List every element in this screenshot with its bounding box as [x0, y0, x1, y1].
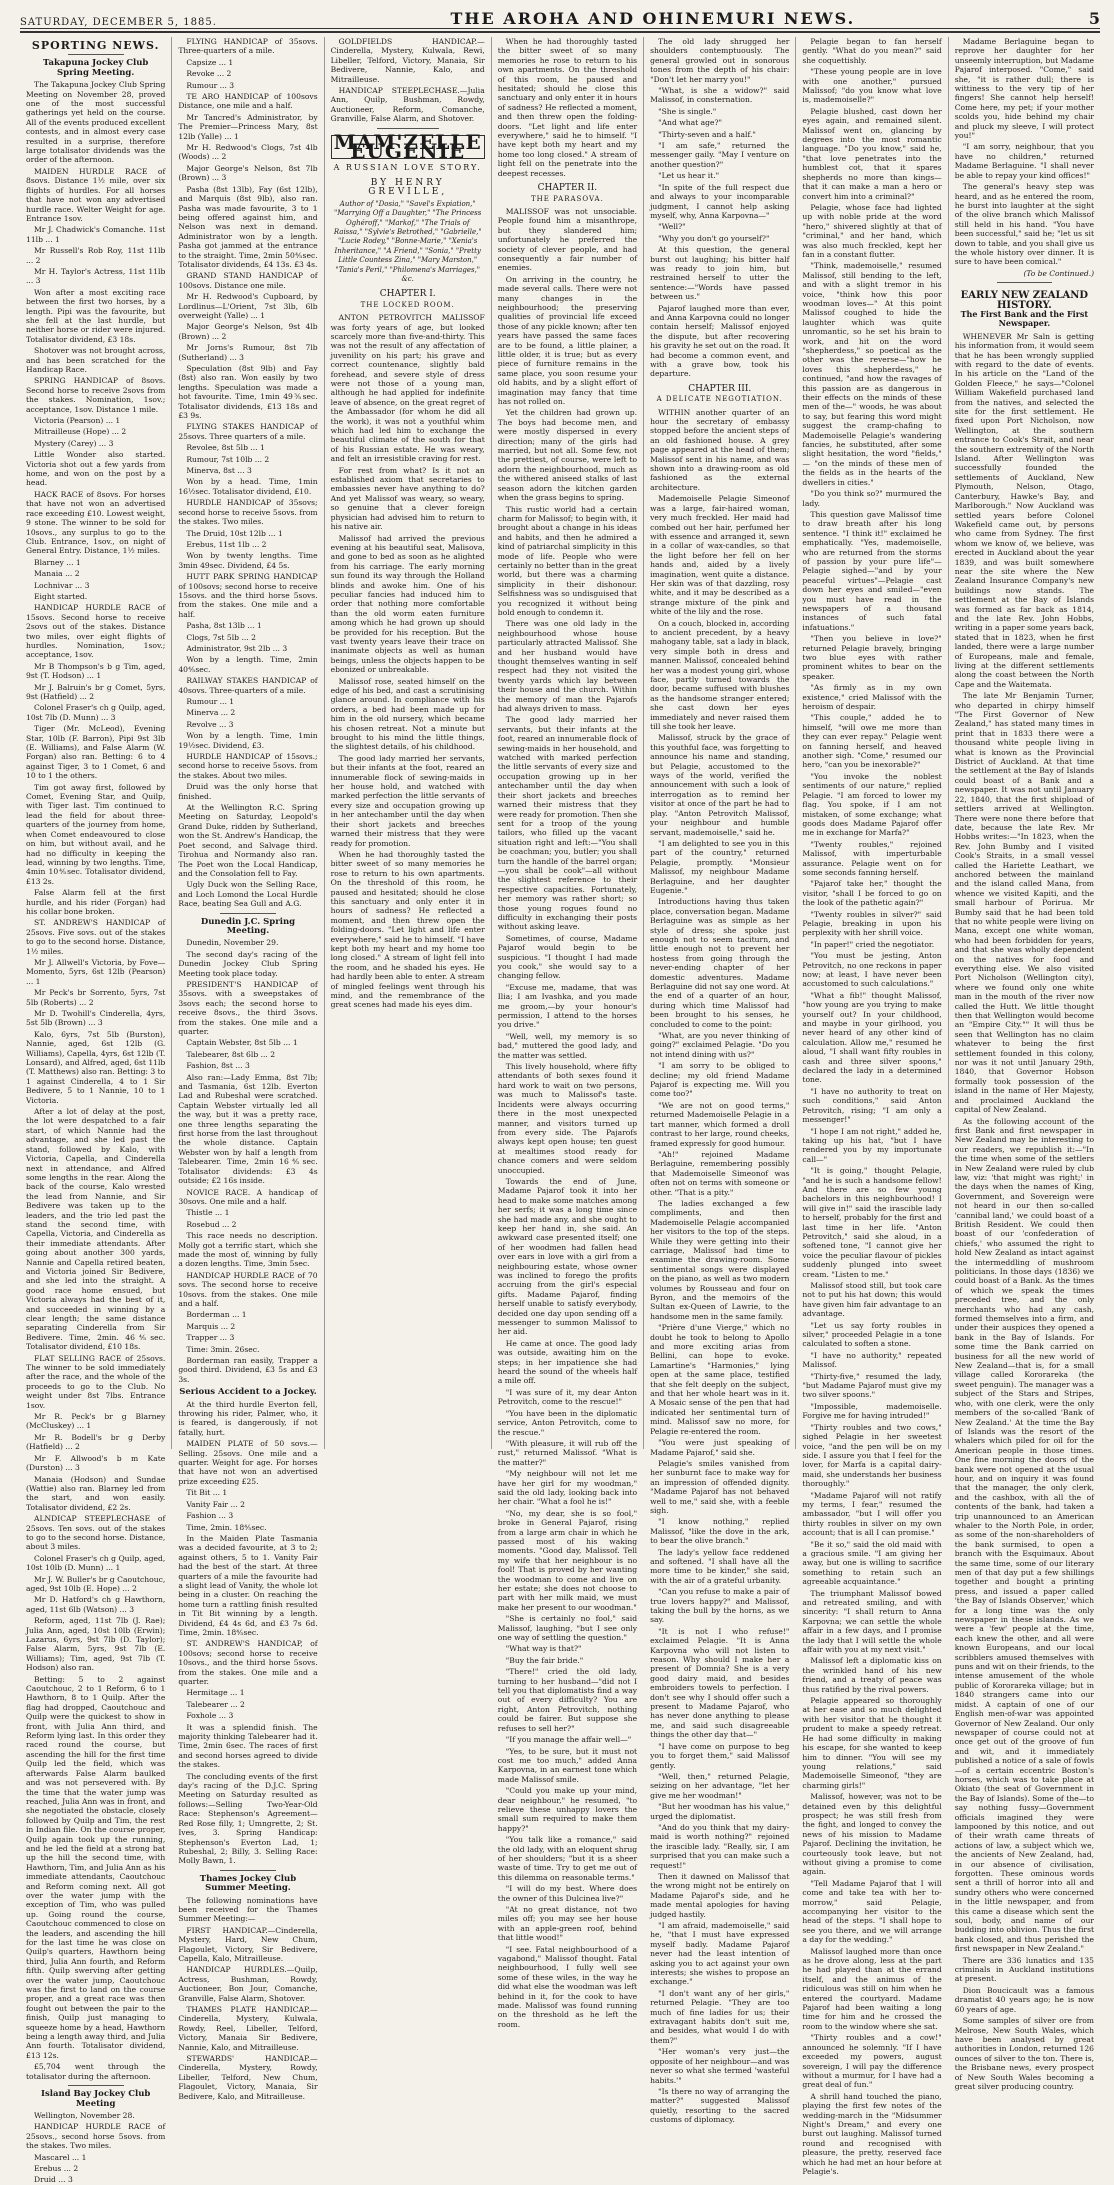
paragraph: Rumour, 7st 10lb ... 2: [186, 454, 270, 464]
paragraph: This lively household, where fifty attendants of both sexes found it hard work to wait on two persons, was much to Malissof's taste. Incidents were always occurring there in the most unexpected manner, and visitors turned up from every side. The Pajarofs always kept open house; ten guest at mealtimes stood ready for chance comers and were seldom unoccupied.: [497, 1062, 638, 1175]
paragraph: The second day's racing of the Dunedin Jockey Club Spring Meeting took place today.: [178, 949, 318, 978]
paragraph: "And what age?": [658, 118, 723, 128]
paragraph: "I don't want any of her girls," returned Pelagie. "They are too much of fine ladies for us; their extravagant habits don't suit me, and besides, what would I do with them?": [650, 1988, 790, 2045]
paragraph: Druid ... 3: [34, 2175, 73, 2185]
chapter-1-body: [331, 313, 485, 1010]
paragraph: SPRING HANDICAP of 8sovs. Second horse to receive 2sovs from the stakes. Nomination, 1sov.; acceptance, 1sov. Distance 1 mile.: [26, 376, 166, 414]
paragraph: Manaia (Hodson) and Sundae (Wattie) also ran. Blarney led from the start, and won easily. Totalisator dividend, £2 2s.: [26, 1474, 166, 1512]
paragraph: "We are not on good terms," returned Mademoiselle Pelagie in a tart manner, which formed a droll contrast to her large, round cheeks, framed expressly for good humour.: [650, 1100, 790, 1148]
chapter-1-end: [498, 37, 637, 178]
paragraph: "There!" cried the old lady, turning to her husband—"did not I tell you that diplomatists find a way out of every difficulty? You are right, Anton Petrovitch, nothing could be fairer. But suppose she refuses to sell her?": [497, 1667, 638, 1733]
column-6: [796, 37, 948, 2176]
paragraph: Malissof, struck by the grace of this youthful face, was forgetting to announce his name and standing, but Pelagie, accustomed to the ways of the world, verified the announcement with such a look of interrogation as to remind her visitor at once of the part he had to play. "Anton Petrovitch Malissof, your neighbour and humble servant, mademoiselle," said he.: [650, 733, 790, 837]
paragraph: He came at once. The good lady was outside, awaiting him on the steps; in her impatience she had heard the sound of the wheels half a mile off.: [497, 1338, 638, 1386]
paragraph: "You talk like a romance," said the old lady, with an eloquent shrug of her shoulders; "but it is a sheer waste of time. Try to get me out of this dilemma on reasonable terms.": [497, 1835, 638, 1882]
paragraph: The late Mr Benjamin Turner, who departed in chirpy himself "The First Governor of New Zealand," has stated many times in print that in 1833 there were a thousand white people living in what is known as the Provincial District of Auckland. At that time the settlement at the Bay of Islands could boast of a Bank and a newspaper. It was not until January 22, 1840, that the first shipload of settlers arrived at Wellington. There were none there before that date, because the late Rev. Mr Hobbs writes:—"In 1823, when the Rev. John Bumby and I visited Cook's Straits, in a small vessel called the Hariette Leathart, we anchored between the mainland and the island called Mana, from whence we visited Kapiti, and the small harbour of Porirua. Mr Bumby said that he had been told that no white people were living on Mana, except one white woman, who had been forbidden for years, and that she was wholly dependent on the natives for food and everything else. We also visited Port Nicholson (Wellington city), where we found only one white man in the mouth of the river now called the Hutt. We little thought then that Wellington would become an "Empire City."" It will thus be seen that Wellington has no claim whatever to being the first settlement founded in this colony, nor was it not until January 29th, 1840, that Governor Hobson formally took possession of the island in the name of Her Majesty, and proclaimed Auckland the capital of New Zealand.: [954, 691, 1095, 1115]
paragraph: Time, 2min. 18⅘sec.: [186, 1522, 267, 1532]
paragraph: This question gave Malissof time to draw breath after his long sentence. "I think it!" exclaimed he emphatically. "Yes, mademoiselle, who are returned from the storms of passion by your pure life"—Pelagie sighed—"and by your peaceful virtues"—Pelagie cast down her eyes and smiled—"even you must have read in the newspapers of a thousand instances of such fatal infatuations.": [802, 509, 942, 632]
paragraph: "As firmly as in my own existence," cried Malissof with the heroism of despair.: [802, 683, 942, 712]
paragraph: Sometimes, of course, Madame Pajarof would begin to be suspicious. "I thought I had made you cook," she would say to a changing fellow.: [497, 933, 638, 981]
paragraph: Malissof, however, was not to be detained even by this delightful prospect; he was still fresh from the fight, and longed to convey the news of his mission to Madame Pajarof. Declining the invitation, he courteously took leave, but not without giving a promise to come again.: [802, 1792, 942, 1877]
paragraph: Some samples of silver ore from Melrose, New South Wales, which have been analysed by great authorities in London, returned 126 ounces of silver to the ton. There is, the Brisbane news, every prospect of New South Wales becoming a great silver producing country.: [954, 2016, 1095, 2091]
paragraph: Mr J. W. Buller's br g Caoutchouc, aged, 9st 10lb (E. Hope) ... 2: [26, 1574, 166, 1593]
paragraph: Major George's Nelson, 8st 7lb (Brown) ... 3: [178, 163, 318, 183]
paragraph: After a lot of delay at the post, the lot were despatched to a fair start, of which Nannie had the advantage, and she led past the stand, followed by Kalo, with Victoria, Capella, and Cinderella next in attendance, and Alfred some lengths in the rear. Along the back of the course, Kalo wrested the lead from Nannie, and Sir Bedivere was taken up to the leaders, and the trio led past the stand the second time, with Capella, Victoria, and Cinderella as their immediate attendants. After going about another 300 yards, Nannie and Capella retired beaten, and Victoria joined Sir Bedivere, and she led into the straight. A good race home ensued, but Victoria always had the best of it, and succeeded in winning by a clear length; the same distance separating Cinderella from Sir Bedivere. Time, 2min. 46⅘sec. Totalisator dividend, £10 18s.: [26, 1107, 166, 1352]
paragraph: Pelagie appeared so thoroughly at her ease and so much delighted with her visitor that he thought it prudent to make a speedy retreat. He had some difficulty in making his escape, for she wanted to keep him to dinner. "You will see my young relations," said Mademoiselle Simeonof, "they are charming girls!": [802, 1696, 942, 1790]
paragraph: "I was sure of it, my dear Anton Petrovitch, come to the rescue!": [497, 1387, 638, 1407]
paragraph: A shrill hand touched the piano, playing the first few notes of the wedding-march in the "Midsummer Night's Dream," and every one burst out laughing. Malissof turned round and recognised with pleasure, the pretty, reserved face which he had met an hour before at Pelagie's.: [802, 2091, 942, 2176]
paragraph: Tiger (Mr. McLeod), Evening Star, 10lb (F. Barron), Pipi 9st 3lb (E. Williams), and False Alarm (W. Forgan) also ran. Betting: 6 to 4 against Tiger, 3 to 1 Comet, 6 and 10 to 1 the others.: [26, 724, 166, 781]
paragraph: "She is single.": [658, 106, 717, 116]
paragraph: "You have been in the diplomatic service, Anton Petrovitch, come to the rescue.": [497, 1408, 638, 1437]
paragraph: Colonel Fraser's ch g Quilp, aged, 10st 7lb (D. Munn) ... 3: [26, 703, 166, 722]
paragraph: "Buy the fair bride.": [505, 1655, 584, 1665]
paragraph: "It is not I who refuse!" exclaimed Pelagie. "It is Anna Karpovna who will not listen to reason. Why should I make her a present of Domnia? She is a very good dairy maid, and besides embroiders towels to perfection. I don't see why I should offer such a present to Madame Pajarof, who has never done anything to please me, and said such disagreeable things the other day that—": [650, 1626, 790, 1740]
paragraph: Dunedin, November 29.: [186, 938, 279, 948]
paragraph: Time: 3min. 26sec.: [186, 1344, 260, 1354]
paragraph: "Pajarof take her," thought the visitor, "shall I be forced to go on the look of the pathetic again?": [802, 879, 942, 908]
paragraph: "Can you refuse to make a pair of true lovers happy?" and Malissof, taking the bull by the horns, as we say.: [650, 1587, 790, 1625]
columns: [20, 37, 1100, 2185]
paragraph: The Takapuna Jockey Club Spring Meeting on November 28, proved one of the most successful gatherings yet held on the course. All of the events produced excellent contests, and in almost every case resulted in a surprise, therefore large totalisator dividends was the order of the afternoon.: [26, 80, 166, 165]
chapter-1-heading: CHAPTER I.: [379, 289, 436, 300]
hutt-park-results: [178, 37, 317, 909]
island-bay-heading: Island Bay Jockey Club Meeting: [40, 2089, 151, 2109]
paragraph: The old lady shrugged her shoulders contemptuously. The general growled out in sonorous tones from the depth of his chair: "Don't let her marry you!": [650, 37, 790, 84]
paragraph: ALNDICAP STEEPLECHASE of 25sovs. Ten sovs. out of the stakes to go to the second horse. Distance, about 3 miles.: [26, 1514, 166, 1552]
paragraph: "Impossible, mademoiselle. Forgive me for having intruded!": [802, 1401, 942, 1421]
paragraph: "I am sorry to be obliged to decline; my old friend Madame Pajarof is expecting me. Will you come too?": [650, 1061, 790, 1099]
paragraph: Mascarel ... 1: [34, 2152, 87, 2162]
paragraph: Foxhole ... 3: [186, 1711, 234, 1721]
paragraph: Malissof stood still, but took care not to put his hat down; this would have given him fair advantage to an advantage.: [802, 1281, 942, 1319]
paragraph: "I am delighted to see you in this part of the country," returned Pelagie, promptly. "Monsieur Malissof, my neighbour Madame Berlaguine, and her daughter Eugenie.": [650, 838, 790, 895]
paragraph: Marquis ... 2: [186, 1321, 236, 1331]
history-subheading: The First Bank and the First Newspaper.: [960, 308, 1089, 329]
paragraph: Mr H. Redwood's Cupboard, by Lordlinus—L'Orient, 7st 3lb, 6lb overweight (Yalle) ... 1: [178, 292, 318, 320]
issue-date: SATURDAY, DECEMBER 5, 1885.: [20, 17, 217, 28]
paragraph: Mr D. Twohill's Cinderella, 4yrs, 5st 5lb (Brown) ... 3: [26, 1009, 166, 1028]
masthead: [20, 6, 1100, 29]
chapter-2-body: [498, 207, 637, 2029]
paragraph: When he had thoroughly tasted the bitter sweet of so many memories he rose to return to his own apartments. On the threshold of this room, he paused and hesitated; should he close this sanctuary and only enter it in hours of sadness? He reflected a moment, and then threw open the folding-doors. "Let light and life enter everywhere," said he to himself. "I have kept both my heart and my home too long closed." A stream of light fell into the room, and he shaded his eyes. He had hardly been able to enter. A stream of mingled feelings went through his mind, and the remembrance of the great scenes had made his eyes dim.: [330, 849, 485, 1010]
paragraph: Tit Bit ... 1: [186, 1488, 228, 1498]
paragraph: "And do you think that my dairy-maid is worth nothing?" rejoined the irascible lady. "Really, sir, I am surprised that you can make such a request!": [650, 1822, 790, 1870]
paragraph: Won by a head. Time, 1min 16½sec. Totalisator dividend, £10.: [178, 477, 318, 496]
paragraph: MALISSOF was not unsociable. People found him a misanthrope, but they slandered him; unfortunately he preferred the society of clever people, and had consequently a fair number of enemies.: [497, 206, 638, 273]
paragraph: Fashion, 8st ... 3: [186, 1061, 250, 1071]
paragraph: WITHIN another quarter of an hour the secretary of embassy stopped before the ancient steps of an old fashioned house. A grey page appeared at the head of them; Malissof sent in his name, and was shown into a drawing-room as old fashioned as the external architecture.: [650, 407, 790, 492]
paragraph: Shotover was not brought across, and has been scratched for the Handicap Race.: [26, 346, 166, 374]
paragraph: GRAND STAND HANDICAP of 100sovs. Distance one mile.: [178, 271, 318, 290]
paragraph: Talebearer ... 2: [186, 1699, 245, 1709]
paragraph: The concluding events of the first day's racing of the D.J.C. Spring Meeting on Saturday resulted as follows:—Selling Two-Year-Old Race: Stephenson's Agreement—Red Rose filly, 1; Umngrette, 2; St. Ives, 3. Spring Handicap: Stephenson's Everton Lad, 1; Rubeshal, 2; Billy, 3. Selling Race: Molly Bawn, 1.: [178, 1771, 318, 1866]
paragraph: "These young people are in love with one another," pursued Malissof; "do you know what love is, mademoiselle?": [802, 67, 942, 105]
paragraph: Pelagie's smiles vanished from her sunburnt face to make way for an impression of offended dignity. "Madame Pajarof has not behaved well to me," said she, with a feeble sigh.: [650, 1458, 790, 1515]
paragraph: Betting: 5 to 2 against Caoutchouc, 2 to 1 Reform, 6 to 1 Hawthorn, 8 to 1 Quilp. After the flag had dropped, Caoutchouc and Quilp were the quickest to show in front, with Julia Ann third, and Reform lying last. In this order they raced round the course, but ascending the hill for the first time Quilp led the field, which was afterwards False Alarm baulked and was not persevered with. By the time that the water jump was reached, Julia Ann was in front, and she negotiated the obstacle, closely followed by Quilp and Tim, the rest in Indian file. On the course proper, Quilp again took up the running, and he led the field at a strong bat up the hill the second time, with Hawthorn, Tim, and Julia Ann as his immediate attendants, Caoutchouc and Reform coming next. All got over the water jump with the exception of Tim, who was pulled up. Going round the course, Caoutchouc commenced to close on the leaders, and ascending the hill for the last time he was close on Quilp's quarters, Hawthorn being third, Julia Ann fourth, and Reform fifth. Quilp swerving after getting over the water jump, Caoutchouc was the first to land on the course proper, and a great race was then fought out between the pair to the finish, Quilp just managing to squeeze home by a head, Hawthorn being a length away third, and Julia Ann fourth. Totalisator dividend, £13 12s.: [26, 1674, 166, 2060]
paragraph: Lochnivar ... 3: [34, 580, 90, 590]
paragraph: Won by a length. Time, 1min 19½sec. Dividend, £3.: [178, 731, 318, 750]
paragraph: "Think, mademoiselle," resumed Malissof, still bending to the left, and with a slight tremor in his voice, "think how this poor woodman loves—" At this point Malissof coughed to hide the laughter which was quite unromantic, so he set his brain to work, and hit on the word "shepherdess," so poetical as the other was the reverse—"how he loves this shepherdess," he continued, "and how the ravages of this passion are as dangerous in their effects on the minds of these men of the—" woods, he was about to say, but fearing this word might suggest the cramp-chafing to Mademoiselle Pelagie's wandering fancies, he substituted, after some slight hesitation, the word "fields," — "on the minds of these men of the fields as in the hearts of the dwellers in cities.": [802, 261, 942, 487]
chapter-3-subtitle: A DELICATE NEGOTIATION.: [656, 395, 783, 404]
paragraph: Pelagie blushed, cast down her eyes again, and remained silent. Malissof went on, glancing by degrees into the most romantic language. "Do you know," said he, "that love penetrates into the humblest cot, that it spares shepherds no more than kings—that it can make a man a hero or convert him into a criminal?": [802, 106, 942, 201]
paragraph: Eight started.: [34, 591, 88, 601]
paragraph: "Twenty roubles in silver?" said Pelagie, breaking in upon his perplexity with her shrill voice.: [802, 909, 942, 938]
paragraph: Pasha, 8st 13lb ... 1: [186, 621, 262, 631]
paragraph: Mystery (Carey) ... 3: [34, 438, 114, 448]
paragraph: "Madame Pajarof will not ratify my terms, I fear," resumed the ambassador, "but I will offer you thirty roubles in silver on my own account; that is all I can promise.": [802, 1490, 942, 1538]
paragraph: "Well?": [658, 222, 686, 232]
column-4: [492, 37, 644, 2029]
author-note: Author of "Dosia," "Savel's Expiation," "Marrying Off a Daughter," "The Princess Oghéroff," "Markof," "The Trials of Raissa," "Sylvie's Betrothed," "Gabrielle," "Lucie Rodey," "Bonne-Marie," "Xenia's Inheritance," "A Friend," "Sonia," "Pretty Little Countess Zina," "Mary Marston," "Tania's Peril," "Philomena's Marriages," &c.: [333, 199, 482, 283]
paragraph: Colonel Fraser's ch g Quilp, aged, 10st 10lb (D. Munn) ... 1: [26, 1553, 166, 1573]
paragraph: "Twenty roubles," rejoined Malissof, with imperturbable assurance. Pelagie went on for some seconds fanning herself.: [802, 839, 942, 877]
paragraph: "Is there no way of arranging the matter?" suggested Malissof quietly, resorting to the sacred customs of diplomacy.: [650, 2086, 790, 2125]
paragraph: "You were just speaking of Madame Pajarof," said she.: [650, 1438, 790, 1457]
divider: [220, 1870, 276, 1871]
paragraph: False Alarm fell at the first hurdle, and his rider (Forgan) had his collar bone broken.: [26, 888, 166, 916]
paragraph: "Let us hear it.": [658, 171, 720, 181]
paragraph: Malissof had arrived the previous evening at his beautiful seat, Malisova, and gone to bed as soon as he alighted from his carriage. The early morning sun found its way through the Holland blinds and awoke him. One of his peculiar fancies had induced him to order that nothing more comfortable than the old worm eaten furniture among which he had grown up should be provided for his reception. But the vast twenty years leave their trace on inanimate objects as well as human beings, unless the objects happen to be ebonized or unbreakable.: [330, 533, 485, 675]
divider: [68, 54, 124, 55]
paragraph: At the third hurdle Everton fell, throwing his rider, Palmer, who, it is feared, is dangerously, if not fatally, hurt.: [178, 1399, 318, 1437]
paragraph: HANDICAP HURDLES.—Quilp, Actress, Bushman, Rowdy, Auctioneer, Bon Jour, Comanche, Granville, False Alarm, Shotover.: [178, 1965, 318, 2003]
paragraph: Won after a most exciting race between the first two horses, by a length. Pipi was the favourite, but she fell at the last hurdle, but neither horse or rider were injured. Totalisator dividend, £3 18s.: [26, 287, 166, 344]
paragraph: MAIDEN PLATE of 50 sovs.—Selling. 25sovs. One mile and a quarter. Weight for age. For horses that have not won an advertised prize exceeding £25.: [178, 1439, 318, 1486]
accident-heading: Serious Accident to a Jockey.: [179, 1387, 317, 1398]
paragraph: "Tell Madame Pajarof that I will come and take tea with her to-morrow," said Pelagie, accompanying her visitor to the head of the steps. "I shall hope to see you there, and we will arrange a day for the wedding.": [802, 1878, 942, 1945]
paragraph: HANDICAP HURDLE RACE of 25sovs., second horse 5sovs. from the stakes. Two miles.: [26, 2122, 166, 2151]
paragraph: "I have no authority to treat on such conditions," said Anton Petrovitch, rising; "I am only a messenger!": [802, 1086, 942, 1125]
paragraph: On a couch, blocked in, according to ancient precedent, by a heavy mahogany table, sat a lady in black, very simple both in dress and manner. Malissof, concealed behind her was a modest young girl, whose face, partly turned towards the door, became suffused with blushes as the handsome stranger entered; she cast down her eyes immediately and never raised them till she took her leave.: [650, 618, 790, 732]
paragraph: RAILWAY STAKES HANDICAP of 40sovs. Three-quarters of a mile.: [178, 676, 318, 695]
paragraph: Pajarof laughed more than ever, and Anna Karpovna could no longer contain herself; Malissof enjoyed the dispute, but after recovering his gravity he set out on the road. It had become a common event, and with a grave bow, took his departure.: [650, 303, 790, 379]
paragraph: "I hope I am not right," added he, taking up his hat, "but I have rendered you by my importunate call—": [802, 1126, 942, 1164]
paragraph: WHENEVER Mr Saln is getting his information from, it would seem that he has been wrongly supplied with regard to the date of events. In his article on the "Land of the Golden Fleece," he says—"Colonel William Wakefield purchased land from the natives, and selected the site for the first settlement. He fixed upon Port Nicholson, now Wellington, at the southern entrance to Cook's Strait, and near the southern extremity of the North Island. After Wellington was successfully founded the settlements of Auckland, New Plymouth, Nelson, Otago, Canterbury, Hawke's Bay, and Marlborough." Now Auckland was settled years before Colonel Wakefield came out, by persons who came from Sydney. The first whom we know of, we believe, was erected in Auckland about the year 1839, and was built somewhere near the site where the New Zealand Insurance Company's new buildings now stands. The settlement at the Bay of Islands was formed as far back as 1814, and the late Rev. John Hobbs, writing in a paper some years back, stated that in 1823, when he first landed, there were a large number of Europeans, male and female, living at the different settlements along the coast between the North Cape and the Waitemata.: [954, 331, 1095, 689]
paragraph: "Ah!" rejoined Madame Berlaguine, remembering possibly that Mademoiselle Simeonof was often not on terms with someone or other. "That is a pity.": [650, 1149, 790, 1197]
dunedin-body: [178, 938, 317, 1384]
paragraph: "Do you think so?" murmured the lady.: [802, 489, 942, 508]
paragraph: Trapper ... 3: [186, 1333, 235, 1343]
paragraph: "What, are you never thinking of going?" exclaimed Pelagie. "Do you not intend dining with us?": [650, 1031, 790, 1059]
paragraph: Talebearer, 8st 6lb ... 2: [186, 1049, 276, 1059]
paragraph: FLAT SELLING RACE of 25sovs. The winner to be sold immediately after the race, and the whole of the proceeds to go to the Club. No weight under 8st 7lbs. Entrance 1sov.: [26, 1353, 166, 1410]
paragraph: £5,704 went through the totalisator during the afternoon.: [26, 2062, 166, 2081]
paragraph: "At no great distance, not two miles off; you may see her house with an apple-green roof, behind that little wood!": [497, 1905, 638, 1943]
paragraph: "I am afraid, mademoiselle," said he, "that I must have expressed myself badly. Madame Pajarof never had the least intention of asking you to act against your own interests; she wishes to propose an exchange.": [650, 1921, 790, 1987]
paragraph: Clogs, 7st 5lb ... 2: [186, 632, 256, 642]
paragraph: ST. ANDREW'S HANDICAP of 25sovs. Five sovs. out of the stakes to go to the second horse. Distance, 1½ miles.: [26, 918, 166, 956]
paragraph: The good lady married her servants, but their infants at the foot, reared an innumerable flock of sewing-maids in her house hold, and watched with marked perfection the little servants of every size and occupation growing up in her antechamber until the day when their short jackets and breeches warned their mistress that they were ready for promotion.: [330, 753, 485, 848]
paragraph: HANDICAP HURDLE RACE of 70 sovs. The second horse to receive 10sovs. from the stakes. One mile and a half.: [178, 1270, 318, 1308]
paragraph: Mr Jorns's Rumour, 8st 7lb (Sutherland) ... 3: [178, 343, 318, 362]
paragraph: Thistle ... 1: [186, 1208, 230, 1218]
paragraph: Malissof laughed more than once as he drove along, less at the part he had played than at the errand itself, and the animus of the ridiculous was still on him when he entered the courtyard. Madame Pajarof had been waiting a long time for him and he crossed the room to the window where she sat.: [802, 1946, 942, 2031]
chapter-3-cont: [802, 37, 941, 2176]
paragraph: "I am safe," returned the messenger gaily. "May I venture on another question?": [650, 141, 790, 169]
paragraph: At this question, the general burst out laughing; his bitter half was ready to join him, but restrained herself to utter the sentence:—"Words have passed between us.": [650, 245, 790, 302]
paragraph: For rest from what? Is it not an established axiom that secretaries to embassies never have anything to do? And yet Malissof was weary, so weary, so genuine that a clever foreign physician had advised him to return to his native air.: [330, 465, 485, 532]
paragraph: Mr D. Hatford's ch g Hawthorn, aged, 11st 6lb (Watson) ... 3: [26, 1595, 166, 1614]
paragraph: Mr J. Balruin's br g Comet, 5yrs, 9st (Hatfield) ... 2: [26, 682, 166, 701]
island-bay-body: [26, 2111, 165, 2185]
chapter-2-heading: CHAPTER II.: [537, 183, 598, 194]
paragraph: "You must be jesting, Anton Petrovitch, no one reckons in paper now; at least, I have never been accustomed to such calculations.": [802, 951, 942, 989]
column-3: [325, 37, 492, 1449]
paragraph: Minerva ... 2: [186, 708, 236, 718]
paragraph: TE ARO HANDICAP of 100sovs Distance, one mile and a half.: [178, 92, 318, 111]
paragraph: GOLDFIELDS HANDICAP.—Cinderella, Mystery, Kulwala, Rewi, Libeller, Telford, Victory, Manaia, Sir Bedivere, Nannie, Kalo, and Mitrailleuse.: [330, 37, 485, 84]
paragraph: PRESIDENT'S HANDICAP of 35sovs. with a sweepstakes of 3sovs each; the second horse to receive 8sovs., the third 3sovs. from the stakes. One mile and a quarter.: [178, 979, 318, 1036]
column-5: [644, 37, 796, 2125]
paragraph: Minerva, 8st ... 3: [186, 466, 252, 476]
paragraph: "What, is she a widow?" said Malissof, in consternation.: [650, 86, 790, 105]
paragraph: "Yes, to be sure, but it must not cost me too much," added Anna Karpovna, in an earnest tone which made Malissof smile.: [497, 1746, 638, 1784]
paragraph: Mr R. Peck's br g Blarney (McCluskey) ... 1: [26, 1412, 166, 1431]
paragraph: The following nominations have been received for the Thames Summer Meeting:—: [178, 1895, 318, 1924]
paragraph: FLYING STAKES HANDICAP of 25sovs. Three quarters of a mile.: [178, 422, 318, 441]
paragraph: "Her woman's very just—the opposite of her neighbour—and was never so what she termed 'wasteful habits.'": [650, 2047, 790, 2085]
chapter-3-heading: CHAPTER III.: [688, 383, 752, 394]
dunedin-heading: Dunedin J.C. Spring Meeting.: [200, 916, 296, 936]
paragraph: The ladies exchanged a few compliments, and then Mademoiselle Pelagie accompanied her visitors to the top of the steps. While they were getting into their carriage, Malissof had time to examine the drawing-room. Some sentimental songs were displayed on the piano, as well as two modern volumes by Rousseau and four on Byron, and the memoirs of the Sultan ex-Queen of Lawrie, to the handsome men in the same family.: [650, 1198, 790, 1321]
paragraph: Yet the children had grown up. The boys had become men, and were mostly dispersed in every direction; many of the girls had married, but not all. Some few, not the prettiest, of course, were left to adorn the neighbourhood, much as the withered aniseed stalks of last season adorn the kitchen garden when the grass begins to spring.: [497, 408, 638, 503]
page-number: 5: [1088, 9, 1100, 28]
paragraph: Manaia ... 2: [34, 569, 80, 579]
paragraph: FLYING HANDICAP of 35sovs. Three-quarters of a mile.: [178, 37, 318, 56]
paragraph: Mitrailleuse (Hope) ... 2: [34, 427, 127, 437]
paragraph: Mr Peck's br Sorrento, 5yrs, 7st 5lb (Roberts) ... 2: [26, 988, 166, 1007]
paragraph: Introductions having thus taken place, conversation began. Madame Berlaguine was as simple as her style of dress; she spoke just enough not to seem taciturn, and little enough not to prevent her hostess from going through the never-ending chapter of her domestic adventures. Madame Berlaguine did not say one word. At the end of a quarter of an hour, during which time Malissof had been brought to his senses, he concluded to come to the point:: [650, 897, 790, 1029]
paragraph: Erebus ... 2: [34, 2163, 79, 2173]
paragraph: "What way is that?": [505, 1644, 582, 1654]
paragraph: Also ran:—Lady Emma, 8st 7lb; and Tasmania, 6st 12lb. Everton Lad and Rubeshal were scratched. Captain Webster virtually led all the way, but it was a pretty race, one three lengths separating the first horse from the last throughout the whole distance. Captain Webster won by half a length from Talebearer. Time, 2min 16⅘sec. Totalisator dividends: £3 4s outside; £2 16s inside.: [178, 1072, 318, 1186]
paragraph: The Druid, 10st 12lb ... 1: [186, 528, 283, 538]
paragraph: Mr H. Redwood's Clogs, 7st 4lb (Woods) ... 2: [178, 143, 318, 162]
paragraph: Major George's Nelson, 9st 4lb (Brown) ... 2: [178, 322, 318, 341]
paragraph: Mademoiselle Pelagie Simeonof was a large, fair-haired woman, very much freckled. Her maid had combed out her hair, perfumed her with essence and arranged it, sewn in a collar of wax-candles, so that the light before her fell on her hands and, aided by a lively imagination, went quite a distance. Her skin was of that dazzling, rosy white, and it may be described as a strange mixture of the pink and white of the lily and the rose.: [650, 494, 790, 617]
chapter-2-subtitle: THE PARASOVA.: [531, 194, 604, 203]
nominations-cont: [331, 37, 485, 124]
paragraph: Won by twenty lengths. Time 3min 49sec. Dividend, £4 5s.: [178, 551, 318, 570]
paragraph: Rosebud ... 2: [186, 1219, 237, 1229]
chapter-2-end: [650, 37, 789, 379]
paragraph: Ugly Duck won the Selling Race, and Loch Lomond the Local Hurdle Race, beating Sea Gull and A.G.: [178, 880, 318, 909]
paragraph: Wellington, November 28.: [34, 2110, 135, 2120]
paragraph: This race needs no description. Molly got a terrific start, which she made the most of, winning by fully a dozen lengths. Time, 3min 5sec.: [178, 1231, 318, 1269]
paragraph: In the Maiden Plate Tasmania was a decided favourite, at 3 to 2; against others, 5 to 1. Vanity Fair had the best of the start. At three quarters of a mile the favourite had a slight lead of Vanity, the whole lot being in a cluster. On reaching the home turn a rattling finish resulted in Tit Bit winning by a length. Dividend, £4 4s 6d, and £3 7s 6d. Time, 2min. 18⅘sec.: [178, 1533, 318, 1637]
serial-title: MAM'ZELLE EUGENIE: [331, 135, 485, 160]
history-heading: EARLY NEW ZEALAND HISTORY.: [960, 290, 1089, 311]
paragraph: "Thirty-seven and a half.": [658, 129, 756, 139]
paragraph: "Thirty-five," resumed the lady, "but Madame Pajarof must give my two silver spoons.": [802, 1371, 942, 1400]
paragraph: "Well, then," returned Pelagie, seizing on her advantage, "let her give me her woodman!": [650, 1771, 790, 1800]
paragraph: "Then you believe in love?" returned Pelagie bravely, bringing two blue eyes with rather prominent whites to bear on the speaker.: [802, 634, 942, 681]
chapter-1-subtitle: THE LOCKED ROOM.: [360, 300, 455, 309]
paragraph: Vanity Fair ... 2: [186, 1499, 245, 1509]
paragraph: "Why you don't go yourself?": [658, 233, 770, 243]
paragraph: Pelagie began to fan herself gently. "What do you mean?" said she coquettishly.: [802, 37, 942, 65]
paragraph: HANDICAP STEEPLECHASE.—Julia Ann, Quilp, Bushman, Rowdy, Auctioneer, Reform, Comanche, Granville, False Alarm, and Shotover.: [330, 86, 485, 124]
accident-body: [178, 1400, 317, 1866]
paragraph: "Thirty roubles and two cows," sighed Pelagie in her sweetest voice, "and the pen will be on my side. I assure you that I feel for the lover, for Marfa is a capital dairy-maid, she understands her business thoroughly.": [802, 1422, 942, 1489]
paragraph: "Could you make up your mind, dear neighbour," he resumed, "to relieve these unhappy lovers the small sum required to make them happy?": [497, 1786, 638, 1833]
paragraph: Administrator, 9st 2lb ... 3: [186, 643, 288, 653]
paragraph: ST. ANDREW'S HANDICAP, of 100sovs; second horse to receive 10sovs., and the third horse 5sovs. from the stakes. One mile and a quarter.: [178, 1639, 318, 1686]
paragraph: HURDLE HANDICAP of 35sovs; second horse to receive 5sovs. from the stakes. Two miles.: [178, 498, 318, 527]
byline: BY HENRY GREVILLE,: [368, 177, 448, 198]
paragraph: As the following account of the first Bank and first newspaper in New Zealand may be interesting to our readers, we republish it:—"In the time when some of the settlers in New Zealand were ruled by club law, viz: 'that might was right;' in the days when the names of King, Government, and Sovereign were not heard in our then so-called 'cannibal land,' we could boast of a British Resident. We could then boast of our 'confederation of chiefs,' who assumed the right to hold New Zealand as intact against the intermeddling of mushroom politicians. In those days (1836) we could boast of a Bank. As the times of which we speak the times preceded tree, and the only merchants who had any cash, formed themselves into a firm, and under their auspices they opened a bank in the Bay of Islands. For some time the Bank carried on business for all the new world of New Zealand—that is, for a small village called Kororareka (the sweet penguin). The manager was a subject of the Stars and Stripes, who, with one clerk, were the only members of the so-called 'Bank of New Zealand.' At the time the Bay of Islands was the resort of the whalers which piled for oil for the American people in those times. One fine morning the doors of the bank were not opened at the usual hour, and on inquiry it was found that the manager, the only clerk, and the cashbox, with all the of contents of the bank, had taken a trip unannounced to an American whaler to the North Pole, in order, as some of the non-shareholders of the bank surmised, to open a branch with the Esquimaux. About the same time, some of our literary men of that day put a few shillings together and bought a printing press, and issued a paper called 'the Bay of Islands Observer,' which for a long time was the only newspaper in these islands. As we were a 'few' people at the time, each knew the other, and all were known Europeans, and our local scribblers amused themselves with puns and wit on their friends, to the intense amusement of the whole public of Kororareka village; but in 1840 strangers came into our midst. A captain of one of our English men-of-war was appointed Governor of New Zealand. Our only newspaper of course could not at once get out of the groove of fun and wit, and it immediately published a notice of a sale of fowls—of a certain eccentric Boston's horses, which was to take place at Okiato (the seat of Government in the Bay of Islands). Some of the—to say nothing fussy—Government officials imagined they were lampooned by this notice, and out of their wrath came threats of actions of law, a subject which we, the ancients of New Zealand, had, in our absence of civilisation, forgotten. These ominous words sent a thrill of horror into all and sundry others who were concerned in the little newspaper, and from this came a disease which sent the soul, body, and name of our budding into oblivion. Thus the first bank closed, and thus perished the first newspaper in New Zealand.": [954, 1116, 1095, 1954]
paragraph: "Let us say forty roubles in silver," proceeded Pelagie in a tone calculated to soften a stone.: [802, 1320, 942, 1349]
column-1: [20, 37, 172, 2185]
paragraph: NOVICE RACE. A handicap of 30sovs. One mile and a half.: [178, 1187, 318, 1206]
paragraph: STEWARDS' HANDICAP.—Cinderella, Mystery, Rowdy, Libeller, Telford, New Chum, Flagoulet, Victory, Manaia, Sir Bedivere, Kalo, and Mitrailleuse.: [178, 2054, 318, 2101]
paragraph: The general's heavy step was heard, and as he entered the room, he burst into laughter at the sight of the olive branch which Malissof still held in his hand. "You have been successful," said he; "let us sit down to table, and you shall give us the whole history over dinner. It is sure to have been comical.": [954, 182, 1095, 267]
thames-body: [178, 1896, 317, 2102]
thames-heading: Thames Jockey Club Summer Meeting.: [199, 1873, 297, 1894]
paragraph: Tim got away first, followed by Comet, Evening Star, and Quilp, with Tiger last. Tim continued to lead the field for about three-quarters of the journey from home, when Comet endeavoured to close on him, but without avail, and he had no difficulty in keeping the lead, winning by two lengths. Time, 4min 10⅘sec. Totalisator dividend, £13 2s.: [26, 782, 166, 886]
paragraph: "What a fib!" thought Malissof, "how young are you trying to make yourself out? In your childhood, and maybe in your girlhood, you never heard of any other kind of calculation. Allow me," resumed he aloud, "I shall want fifty roubles in cash and three silver spoons," declared the lady in a determined tone.: [802, 990, 942, 1085]
paragraph: "I know nothing," replied Malissof, "like the dove in the ark, to bear the olive branch.": [650, 1517, 790, 1546]
paragraph: There was one old lady in the neighbourhood whose house particularly attracted Malissof. She and her husband would have thought themselves wanting in self respect had they not visited the twenty yards which lay between their house and the church. Within the memory of man the Pajarofs had always driven to mass.: [497, 619, 638, 714]
paragraph: Mr Russell's Rob Roy, 11st 11lb ... 2: [26, 246, 166, 265]
paragraph: Kalo, 6yrs, 7st 5lb (Burston), Nannie, aged, 6st 12lb (G. Williams), Capella, 4yrs, 6st 12lb (T. Lonsard), and Alfred, aged, 6st 11lb (T. Matthews) also ran. Betting: 3 to 1 against Cinderella, 4 to 1 Sir Bedivere, 5 to 1 Nannie, 10 to 1 Victoria.: [26, 1029, 166, 1105]
paragraph: At the Wellington R.C. Spring Meeting on Saturday, Leopold's Grand Duke, ridden by Sutherland, won the St. Andrew's Handicap, the Poet second, and Salvage third. Tirohua and Normandy also ran. The Poet won the Local Handicap, and the Consolation fell to Fay.: [178, 803, 318, 878]
paragraph: "But her woodman has his value," urged the diplomatist.: [650, 1802, 790, 1821]
paragraph: Borderman ... 1: [186, 1310, 247, 1320]
paragraph: The good lady married her servants, but their infants at the foot, reared an innumerable flock of sewing-maids in her household, and watched with marked perfection the little servants of every size and occupation growing up in her antechamber until the day when their short jackets and breeches warned their mistress that they were ready for promotion. Then she sent for a troop of the young tailors, who filled up the vacant situation right and left:—"You shall be coachman; you, butler; you shall turn the handle of the barrel organ;—you shall be cook"—all without the slightest reference to their respective capacities. Fortunately, her memory was rather short; so those young rogues found no difficulty in exchanging their posts without asking leave.: [497, 715, 638, 932]
paragraph: Mr R. Bodell's br g Derby (Hatfield) ... 2: [26, 1432, 166, 1452]
paragraph: "My neighbour will not let me have her girl for my woodman," said the old lady, looking back into her chair. "What a fool he is!": [497, 1469, 638, 1507]
paragraph: Revolee, 8st 5lb ... 1: [186, 443, 265, 453]
paragraph: HUTT PARK SPRING HANDICAP of 100sovs; second horse to receive 15sovs. and the third horse 5sovs. from the stakes. One mile and a half.: [178, 572, 318, 619]
paragraph: "I see. Fatal neighbourhood of a vagabond," Malissof thought. Fatal neighbourhood, I fully well see some of these wiles, in the way he did what else the woodman was left behind in it, for the cook to have made. Malissof was found running on the threshold as he left the room.: [497, 1944, 638, 2029]
paragraph: HANDICAP HURDLE RACE of 15sovs. Second horse to receive 2sovs out of the stakes. Distance two miles, over eight flights of hurdles. Nomination, 1sov.; acceptance, 1sov.: [26, 603, 166, 660]
paragraph: "I am sorry, neighbour, that you have no children," returned Madame Berlaguine. "I shall never be able to repay your kind offices!": [954, 142, 1095, 180]
paragraph: Erebus, 11st 1lb ... 2: [186, 539, 267, 549]
paragraph: "In spite of the full respect due and always to your incomparable judgment, I cannot help asking myself, why, Anna Karpovna—": [650, 182, 790, 220]
paragraph: Rumour ... 3: [186, 80, 235, 90]
paragraph: Druid was the only horse that finished.: [178, 782, 318, 801]
paragraph: The triumphant Malissof bowed and retreated smiling, and with sincerity: "I shall return to Anna Karpovna; we can settle the whole affair in a few days, and I promise the lady that I will settle the whole affair with you at my next visit.": [802, 1588, 942, 1655]
paragraph: MAIDEN HURDLE RACE of 8sovs. Distance 1½ mile, over six flights of hurdles. For all horses that have not won any advertised hurdle race. Welter Weight for age. Entrance 1sov.: [26, 166, 166, 223]
paragraph: "No, my dear, she is so fool," broke in General Pajarof, rising from a large arm chair in which he passed most of his waking moments. "Good day, Malissof. Tell my wife that her neighbour is no fool! That is proved by her wanting the woodman to come and live on her estate; she does not choose to part with her milk maid, we must make her present to our woodman.": [497, 1508, 638, 1612]
paragraph: Revolve ... 3: [186, 719, 234, 729]
paragraph: Mr J. Chadwick's Comanche. 11st 11lb ... 1: [26, 225, 166, 244]
paragraph: Mr Tancred's Administrator, by The Premier—Princess Mary, 8st 12lb (Yalle) ... 1: [178, 112, 318, 141]
takapuna-heading: Takapuna Jockey Club Spring Meeting.: [42, 58, 149, 78]
divider: [220, 913, 276, 914]
paragraph: Malissof rose, seated himself on the edge of his bed, and cast a scrutinising glance around. In compliance with his orders, a bed had been made up for him in the old nursery, which became his chosen retreat. Not a minute but brought to his mind the little things, the slightest details, of his childhood.: [330, 676, 485, 752]
paragraph: On arriving in the country, he made several calls. There were not many changes in the neighbourhood; the preserving qualities of provincial life exceed those of any pickle known; after ten years have passed the same faces are to be found, a little plainer, a little older, it is true; but as every piece of furniture remains in the same place, you soon resume your old habits, and by a slight effort of imagination may fancy that time has not rolled on.: [497, 274, 638, 407]
paragraph: "I have come on purpose to beg you to forget them," said Malissof gently.: [650, 1741, 790, 1770]
paragraph: "You invoke the noblest sentiments of our nature," replied Pelagie. "I am forced to lower my flag. You spoke, if I am not mistaken, of some exchange; what goods does Madame Pajarof offer me in exchange for Marfa?": [802, 771, 942, 838]
paragraph: "This couple," added he to himself, "will owe me more than they can ever repay." Pelagie went on fanning herself, and heaved another sigh. "Come," resumed our hero, "can you be inexorable?": [802, 713, 942, 770]
paragraph: "In paper!" cried the negotiator.: [810, 939, 935, 949]
takapuna-body: [26, 80, 165, 2081]
paragraph: There are 336 lunatics and 135 criminals in Auckland institutions at present.: [954, 1955, 1095, 1984]
paragraph: ANTON PETROVITCH MALISSOF was forty years of age, but looked scarcely more than five-and-thirty. This was not the result of any affectation of juvenility on his part; his grave and correct countenance, slightly bald forehead, and severe style of dress were not those of a young man, although he had applied for indefinite leave of absence, on the great regret of the Ambassador (for whom he did all the work), it was not a youthful whim which had led him to exchange the beautiful climate of the south for that of his Russian estate. He was weary, and felt an irresistible craving for rest.: [330, 313, 485, 464]
paragraph: Fashion ... 3: [186, 1511, 234, 1521]
paragraph: Dion Boucicault was a famous dramatist 40 years ago; he is now 60 years of age.: [954, 1985, 1095, 2014]
paragraph: "Thirty roubles and a cow!" announced he solemnly. "If I have exceeded my powers, august sovereign, I will pay the difference without a murmur, for I have had a great deal of fun.": [802, 2033, 942, 2090]
section-heading-sporting: SPORTING NEWS.: [31, 39, 160, 52]
paragraph: Mr H. Taylor's Actress, 11st 11lb ... 3: [26, 266, 166, 286]
paragraph: It was a splendid finish. The majority thinking Talebearer had it. Time, 2min 6sec. The races of first and second horses agreed to divide the stakes.: [178, 1722, 318, 1770]
paragraph: Captain Webster, 8st 5lb ... 1: [186, 1038, 298, 1048]
paragraph: Won by a length. Time, 2min 40⅘sec.: [178, 655, 318, 674]
paragraph: "I have no authority," repeated Malissof.: [802, 1350, 942, 1370]
divider: [997, 282, 1053, 283]
paragraph: Mr J. Allwell's Victoria, by Fove—Momento, 5yrs, 6st 12lb (Pearson) ... 1: [26, 957, 166, 986]
paragraph: Mr B Thompson's b g Tim, aged, 9st (T. Hodson) ... 1: [26, 661, 166, 681]
chapter-3-end: [955, 37, 1094, 267]
paragraph: Borderman ran easily, Trapper a good third. Dividend, £3 5s and £3 3s.: [178, 1356, 318, 1384]
paragraph: "I will do my best. Where does the owner of this Dulcinea live?": [497, 1884, 638, 1903]
paragraph: Pelagie, whose face had lighted up with noble pride at the word "hero," shivered slightly at that of "criminal," and her hand, which was also much freckled, kept her fan in a constant flutter.: [802, 202, 942, 259]
paragraph: "Well, well, my memory is so bad," muttered the good lady, and the matter was settled.: [497, 1031, 638, 1060]
to-be-continued: (To be Continued.): [1023, 268, 1095, 278]
paragraph: Speculation (8st 9lb) and Fay (8st) also ran. Won easily by two lengths. Speculation was made a hot favourite. Time, 1min 49⅗sec. Totalisator dividends, £13 18s and £3 9s.: [178, 364, 318, 421]
paragraph: Then it dawned on Malissof that the wrong might not be entirely on Madame Pajarof's side, and he made mental apologies for having judged hastily.: [650, 1871, 790, 1919]
chapter-3-body: [650, 408, 789, 2125]
paragraph: THAMES PLATE HANDICAP.—Cinderella, Mystery, Kulwala, Rowdy, Reel, Libeller, Telford, Victory, Manaia Sir Bedivere, Nannie, Kalo, and Mitrailleuse.: [178, 2005, 318, 2052]
serial-subtitle: A RUSSIAN LOVE STORY.: [333, 163, 482, 173]
paragraph: Reform, aged, 11st 7lb (J. Rae); Julia Ann, aged, 10st 10lb (Erwin); Lazarus, 6yrs, 9st 7lb (D. Taylor); False Alarm, 5yrs, 9st 7lb (E. Williams); Tim, aged, 9st 7lb (T. Hodson) also ran.: [26, 1616, 166, 1673]
paragraph: Mr F. Allwood's b m Kate (Durston) ... 3: [26, 1453, 166, 1473]
newspaper-title: THE AROHA AND OHINEMURI NEWS.: [450, 9, 856, 28]
paragraph: This rustic world had a certain charm for Malissof; to begin with, it brought about a change in his ideas and habits, and then he admired a kind of patriarchal simplicity in this mode of life. People who were certainly no better than in the great world, but there was a charming simplicity in their dishonour. Selfishness was so undisguised that you recognized it without being bold enough to condemn it.: [497, 504, 638, 617]
history-body: [955, 332, 1094, 2092]
paragraph: Hermitage ... 1: [186, 1688, 245, 1698]
paragraph: Revoke ... 2: [186, 69, 232, 79]
paragraph: Little Wonder also started. Victoria shot out a few yards from home, and won on the post by a head.: [26, 450, 166, 488]
paragraph: "Prière d'une Vierge," which no doubt he took to belong to Apollo and more exciting arias from Bellini, can hope to evoke. Lamartine's "Harmonies," lying open at the same place, testified that she felt deeply on the subject, and that her whole heart was in it. A Mosaic sense of the pen that had indicated her sentimental turn of mind. Malissof saw no more, for Pelagie re-entered the room.: [650, 1323, 790, 1436]
paragraph: Pasha (8st 13lb), Fay (6st 12lb), and Marquis (8st 9lb), also ran. Pasha was made favourite, 3 to 1 being offered against him, and Nelson was next in demand. Administrator won by a length. Pasha got jammed at the entrance to the straight. Time, 2min 50⅘sec. Totalisator dividends, £4 13s. £3 4s.: [178, 184, 318, 269]
paragraph: "If you manage the affair well—": [505, 1735, 632, 1745]
paragraph: Victoria (Pearson) ... 1: [34, 416, 121, 426]
paragraph: "Excuse me, madame, that was Ilia; I am Ivashka, and you made me groom,—by your honour's permission, I attend to the horses you drive.": [497, 982, 638, 1030]
masthead-rule: [20, 31, 1100, 33]
divider: [68, 2085, 124, 2086]
divider: [377, 128, 439, 129]
paragraph: Malissof left a diplomatic kiss on the wrinkled hand of his new friend, and a treaty of peace was thus ratified by the rival powers.: [802, 1656, 942, 1694]
paragraph: When he had thoroughly tasted the bitter sweet of so many memories he rose to return to his own apartments. On the threshold of this room, he paused and hesitated; should he close this sanctuary and only enter it in hours of sadness? He reflected a moment, and then threw open the folding-doors. "Let light and life enter everywhere," said he to himself. "I have kept both my heart and my home too long closed." A stream of light fell on the penetrate into the deepest recesses.: [497, 37, 638, 178]
column-2: [172, 37, 324, 2101]
paragraph: Capsize ... 1: [186, 57, 234, 67]
paragraph: HACK RACE of 8sovs. For horses that have not won an advertised race exceeding £10. Lowest weight, 9 stone. The winner to be sold for 10sovs., any surplus to go to the Club. Entrance, 1sov., on night of General Entry. Distance, 1½ miles.: [26, 489, 166, 556]
paragraph: HURDLE HANDICAP of 15sovs.; second horse to receive 5sovs. from the stakes. About two miles.: [178, 752, 318, 780]
paragraph: Blarney ... 1: [34, 557, 81, 567]
paragraph: "Be it so," said the old maid with a gracious smile. "I am giving her away, but one is willing to sacrifice something to retain such an agreeable acquaintance.": [802, 1539, 942, 1587]
paragraph: Madame Berlaguine began to reprove her daughter for her unseemly interruption, but Madame Pajarof interposed. "Come," said she, "it is rather dull; there is wittiness to the very tip of her fingers! She cannot help herself! Come here, my pet; if your mother scolds you, hide behind my chair and pluck my sleeve, I will protect you!": [954, 37, 1095, 141]
paragraph: FIRST HANDICAP.—Cinderella, Mystery, Hard, New Chum, Flagoulet, Victory, Sir Bedivere, Capella, Kalo, Mitrailleuse.: [178, 1925, 318, 1963]
paragraph: The lady's yellow face reddened and softened. "I shall have all the more time to be kinder," she said, with the air of a grateful urbanity.: [650, 1547, 790, 1585]
paragraph: "It is going," thought Pelagie, "and he is such a handsome fellow! And there are so few young bachelors in this neighbourhood! I will give in!" said the irascible lady to herself, probably for the first and last time in her life. "Anton Petrovitch," said she aloud, in a softened tone, "I cannot give her voice the peculiar flavour of pickles suddenly plunged into sweet cream. "Listen to me.": [802, 1166, 942, 1279]
paragraph: "With pleasure, it will rub off the rust," returned Malissof. "What is the matter?": [497, 1438, 638, 1467]
paragraph: "She is certainly no fool," said Malissof, laughing, "but I see only one way of settling the question.": [497, 1614, 638, 1643]
paragraph: Towards the end of June, Madame Pajarof took it into her head to make some matches among her serfs; it was a long time since she had made any, and she ought to keep her hand in, she said. An awkward case presented itself; one of her woodmen had fallen head over ears in love with a girl from a neighbouring estate, whose owner was inclined to forego the profits accruing from the girl's especial gifts. Madame Pajarof, finding herself unable to satisfy everybody, decided one day upon sending off a messenger to summon Malissof to her aid.: [497, 1176, 638, 1337]
paragraph: Rumour ... 1: [186, 697, 235, 706]
column-7: [949, 37, 1100, 2091]
